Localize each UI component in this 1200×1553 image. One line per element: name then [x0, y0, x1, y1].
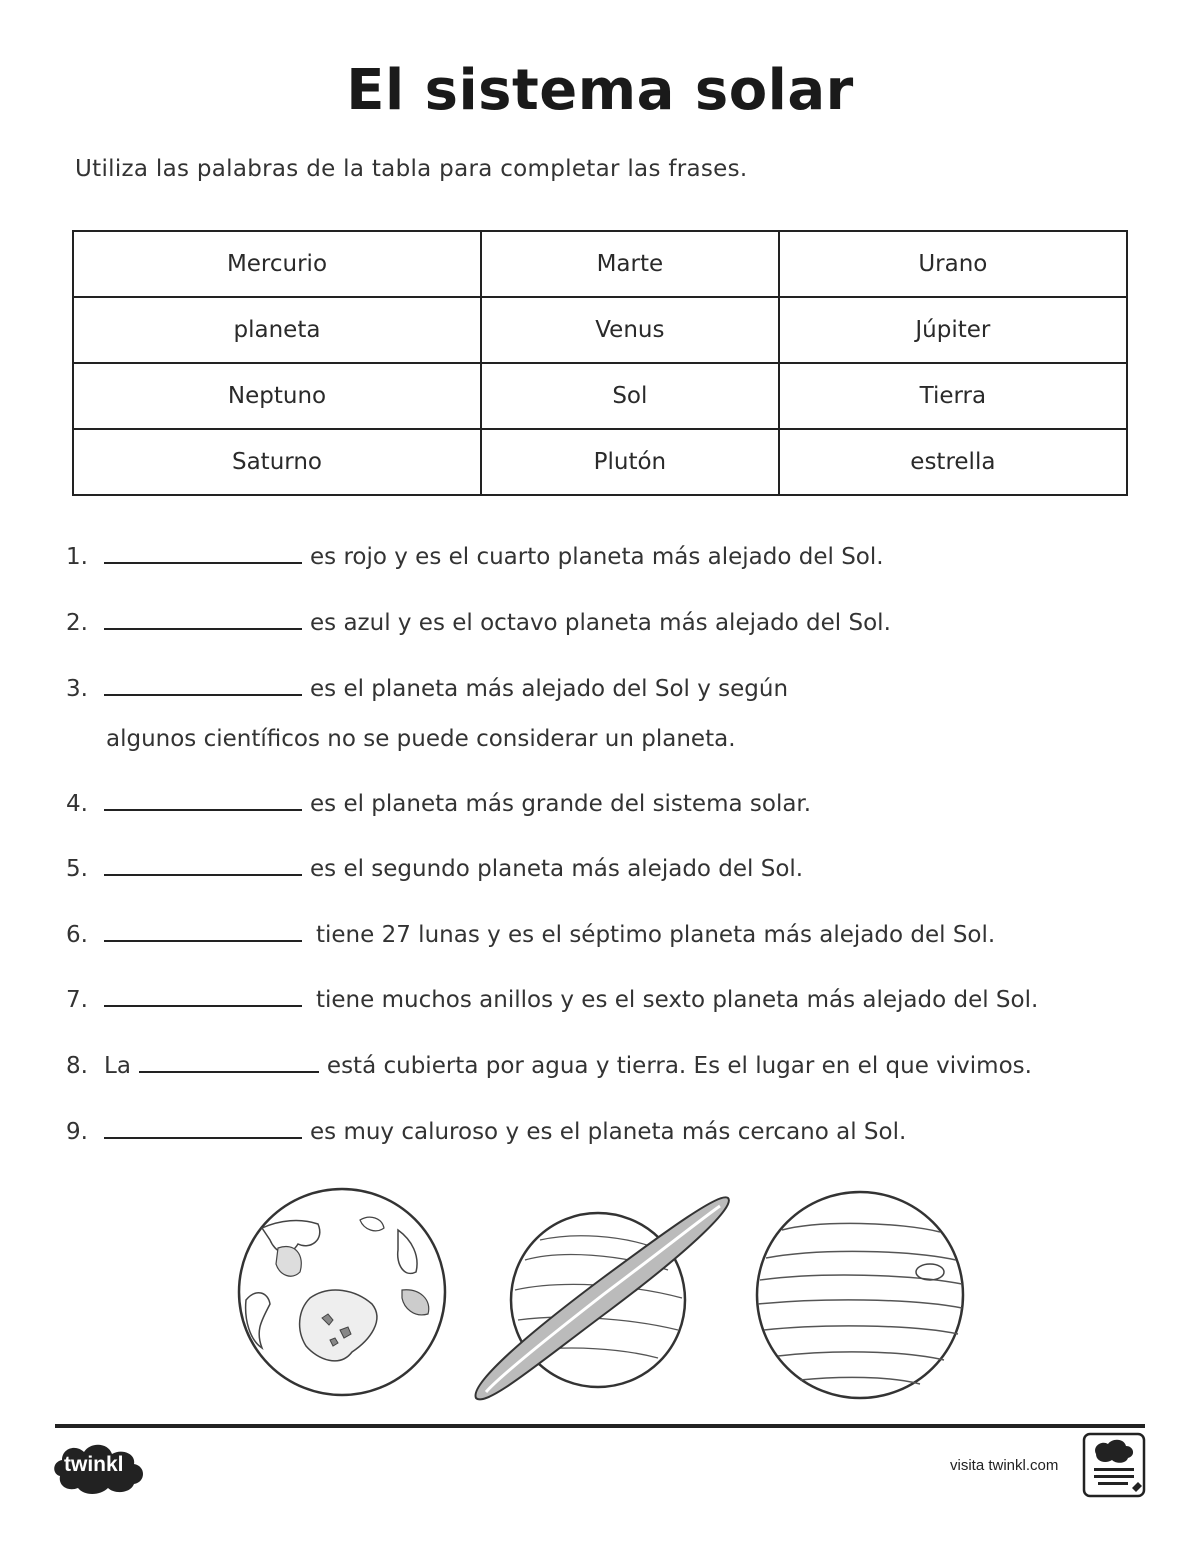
question-number: 4.	[66, 791, 88, 817]
question-text: es rojo y es el cuarto planeta más alejado del Sol.	[310, 544, 884, 570]
answer-blank[interactable]	[104, 1119, 302, 1139]
table-cell: Sol	[481, 363, 779, 429]
question-6	[66, 922, 995, 948]
instructions: Utiliza las palabras de la tabla para completar las frases.	[75, 156, 748, 182]
question-number: 9.	[66, 1119, 88, 1145]
question-2	[66, 610, 891, 636]
jupiter-planet-icon	[757, 1192, 963, 1398]
visit-website-text: visita twinkl.com	[950, 1457, 1059, 1474]
question-number: 2.	[66, 610, 88, 636]
word-table	[72, 230, 1128, 496]
answer-blank[interactable]	[139, 1053, 319, 1073]
saturn-planet-icon	[476, 1197, 729, 1399]
table-row	[73, 297, 1127, 363]
table-cell: Urano	[779, 231, 1127, 297]
table-row	[73, 429, 1127, 495]
table-cell: Saturno	[73, 429, 481, 495]
twinkl-logo-text: twinkl	[64, 1453, 124, 1476]
answer-blank[interactable]	[104, 676, 302, 696]
answer-blank[interactable]	[104, 856, 302, 876]
answer-blank[interactable]	[104, 544, 302, 564]
question-text: es azul y es el octavo planeta más alejado del Sol.	[310, 610, 891, 636]
question-number: 1.	[66, 544, 88, 570]
planet-illustrations	[0, 1180, 1200, 1410]
answer-blank[interactable]	[104, 610, 302, 630]
table-cell: estrella	[779, 429, 1127, 495]
question-text: está cubierta por agua y tierra. Es el lugar en el que vivimos.	[326, 1053, 1032, 1079]
table-cell: Júpiter	[779, 297, 1127, 363]
table-cell: Marte	[481, 231, 779, 297]
question-5	[66, 856, 803, 882]
answer-blank[interactable]	[104, 987, 302, 1007]
question-number: 7.	[66, 987, 88, 1013]
table-cell: planeta	[73, 297, 481, 363]
question-3-line2: algunos científicos no se puede considerar un planeta.	[106, 726, 736, 752]
question-4	[66, 791, 811, 817]
question-text: tiene muchos anillos y es el sexto planeta más alejado del Sol.	[316, 987, 1039, 1013]
question-3	[66, 676, 788, 702]
question-1	[66, 544, 884, 570]
answer-blank[interactable]	[104, 922, 302, 942]
question-text: tiene 27 lunas y es el séptimo planeta más alejado del Sol.	[316, 922, 996, 948]
question-9	[66, 1119, 906, 1145]
question-prefix: La	[104, 1053, 131, 1079]
answer-blank[interactable]	[104, 791, 302, 811]
table-cell: Plutón	[481, 429, 779, 495]
question-7	[66, 987, 1038, 1013]
question-number: 8.	[66, 1053, 88, 1079]
table-cell: Venus	[481, 297, 779, 363]
table-row	[73, 363, 1127, 429]
table-cell: Tierra	[779, 363, 1127, 429]
table-row	[73, 231, 1127, 297]
question-text: es el segundo planeta más alejado del Sol.	[310, 856, 804, 882]
question-number: 5.	[66, 856, 88, 882]
table-cell: Neptuno	[73, 363, 481, 429]
page-title: El sistema solar	[346, 58, 854, 123]
earth-like-planet-icon	[239, 1189, 445, 1395]
quality-standard-badge-icon	[1082, 1432, 1148, 1498]
question-text: es muy caluroso y es el planeta más cercano al Sol.	[310, 1119, 907, 1145]
question-number: 3.	[66, 676, 88, 702]
table-cell: Mercurio	[73, 231, 481, 297]
question-text: es el planeta más alejado del Sol y según	[310, 676, 789, 702]
footer-divider	[55, 1424, 1145, 1428]
question-number: 6.	[66, 922, 88, 948]
question-8	[66, 1053, 1032, 1079]
question-text: es el planeta más grande del sistema solar.	[310, 791, 812, 817]
